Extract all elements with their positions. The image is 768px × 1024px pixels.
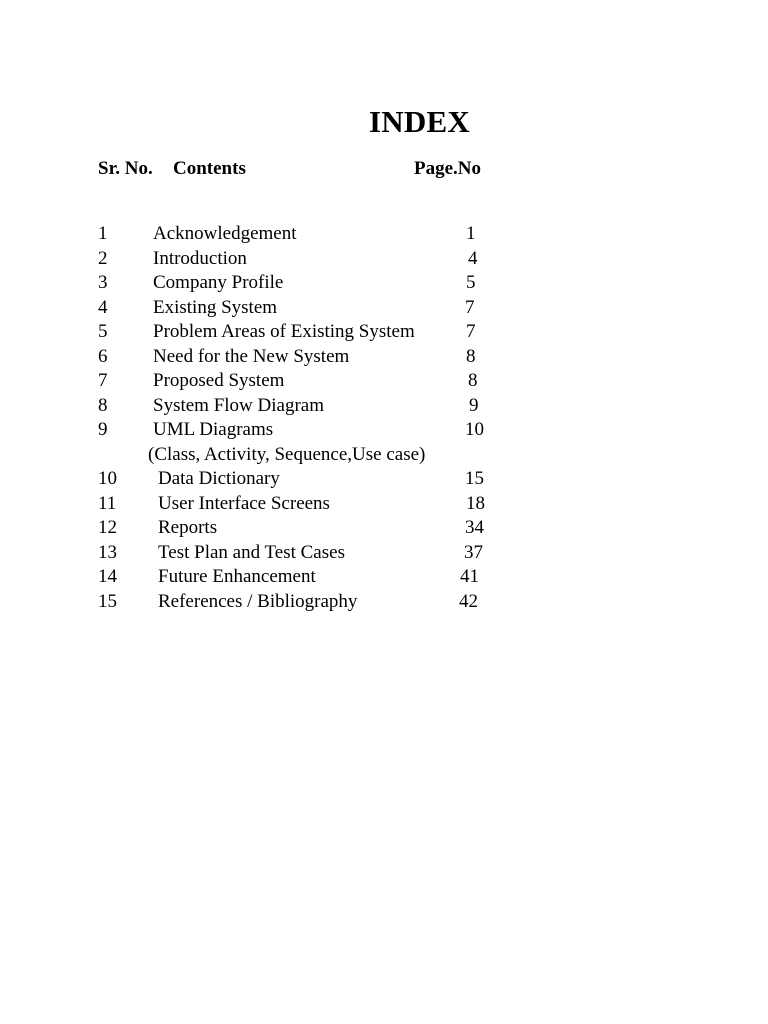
entry-number: 1: [98, 223, 108, 244]
entry-page: 5: [466, 272, 476, 293]
table-of-contents: [0, 222, 768, 614]
entry-title: Reports: [158, 517, 218, 538]
entry-number: 13: [98, 541, 117, 563]
entry-title: Problem Areas of Existing System: [153, 321, 415, 342]
toc-row: [0, 320, 768, 345]
toc-row: [0, 590, 768, 615]
entry-title: Company Profile: [153, 272, 284, 293]
entry-number: 4: [98, 296, 108, 318]
entry-number: 3: [98, 272, 108, 293]
entry-page: 42: [459, 590, 478, 612]
entry-title: Acknowledgement: [153, 223, 297, 244]
entry-number: 5: [98, 321, 108, 342]
entry-number: 12: [98, 517, 117, 538]
entry-title: Test Plan and Test Cases: [158, 541, 345, 563]
entry-page: 18: [466, 492, 485, 514]
entry-number: 7: [98, 370, 108, 391]
entry-number: 10: [98, 468, 117, 489]
entry-page: 8: [468, 370, 478, 391]
entry-page: 9: [469, 394, 479, 416]
entry-title: Existing System: [153, 296, 278, 318]
entry-subtitle: (Class, Activity, Sequence,Use case): [148, 443, 426, 465]
toc-row: [0, 541, 768, 566]
entry-page: 7: [465, 296, 475, 318]
toc-row: [0, 345, 768, 370]
entry-number: 6: [98, 345, 108, 367]
entry-page: 4: [468, 247, 478, 269]
toc-row: [0, 516, 768, 541]
entry-number: 2: [98, 247, 108, 269]
header-page-no: Page.No: [414, 158, 482, 179]
entry-page: 1: [466, 223, 476, 244]
entry-title: Need for the New System: [153, 345, 350, 367]
entry-title: System Flow Diagram: [153, 394, 324, 416]
entry-title: UML Diagrams: [153, 419, 274, 440]
entry-page: 10: [465, 419, 484, 440]
entry-number: 15: [98, 590, 117, 612]
entry-title: Future Enhancement: [158, 566, 316, 587]
entry-number: 8: [98, 394, 108, 416]
entry-page: 41: [460, 566, 479, 587]
entry-title: Introduction: [153, 247, 247, 269]
entry-title: Data Dictionary: [158, 468, 280, 489]
toc-row: [0, 247, 768, 272]
entry-page: 15: [465, 468, 484, 489]
page-title: INDEX: [369, 104, 470, 139]
toc-row: [0, 467, 768, 492]
toc-row: [0, 271, 768, 296]
entry-title: User Interface Screens: [158, 492, 330, 514]
entry-number: 14: [98, 566, 117, 587]
toc-row: [0, 394, 768, 419]
entry-number: 9: [98, 419, 108, 440]
entry-page: 8: [466, 345, 476, 367]
entry-page: 7: [466, 321, 476, 342]
toc-row-continuation: [0, 443, 768, 468]
entry-page: 34: [465, 517, 484, 538]
entry-title: References / Bibliography: [158, 590, 358, 612]
toc-row: [0, 296, 768, 321]
entry-number: 11: [98, 492, 117, 514]
toc-row: [0, 492, 768, 517]
toc-row: [0, 222, 768, 247]
toc-row: [0, 565, 768, 590]
header-contents: Contents: [173, 158, 246, 179]
toc-row: [0, 418, 768, 443]
toc-row: [0, 369, 768, 394]
header-sr-no: Sr. No.: [98, 158, 153, 179]
entry-page: 37: [464, 541, 483, 563]
entry-title: Proposed System: [153, 370, 285, 391]
